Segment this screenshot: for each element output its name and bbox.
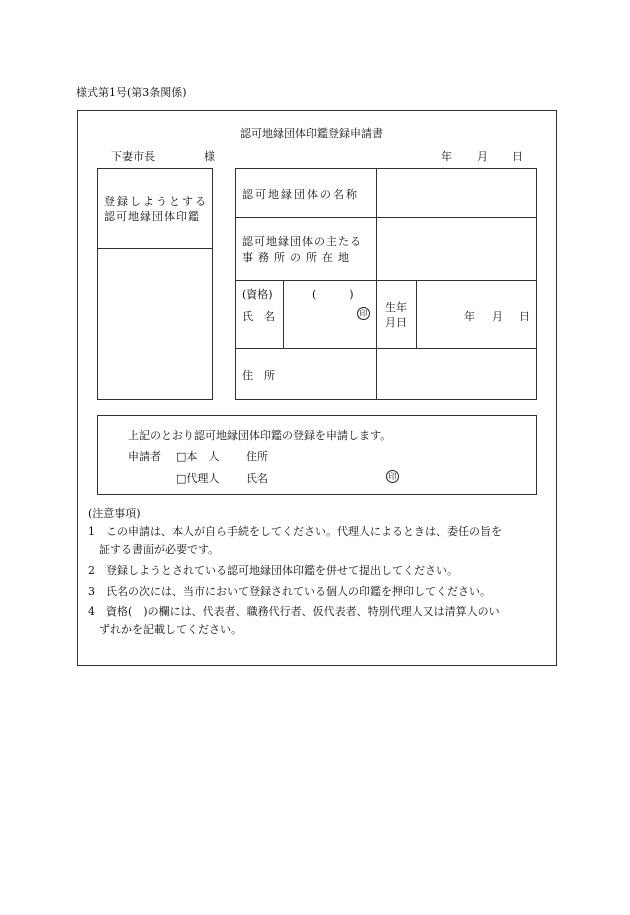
note-line: 1 この申請は、本人が自ら手続をしてください。代理人によるときは、委任の旨を xyxy=(88,525,502,538)
row-divider-1 xyxy=(235,217,537,218)
form-title: 認可地縁団体印鑑登録申請書 xyxy=(240,127,383,140)
birth-month: 月 xyxy=(492,310,503,323)
row-divider-3 xyxy=(235,348,537,349)
note-line: ずれかを記載してください。 xyxy=(88,623,242,636)
address-label: 住 所 xyxy=(242,369,275,382)
self-option-checkbox[interactable]: □本 人 xyxy=(176,450,220,463)
addressee: 下妻市長 xyxy=(111,150,155,163)
office-label-1: 認可地縁団体の主たる xyxy=(242,235,362,248)
seal-box-label-2: 認可地縁団体印鑑 xyxy=(104,210,200,223)
qualification-paren: ( ) xyxy=(312,288,354,301)
honorific: 様 xyxy=(204,150,215,163)
applicant-label: 申請者 xyxy=(128,450,161,463)
seal-mark-icon: 印 xyxy=(357,307,370,320)
seal-box-label-1: 登録しようとする xyxy=(104,195,208,208)
representative-name-field[interactable] xyxy=(286,296,356,336)
seal-box-divider xyxy=(97,248,213,249)
notes-heading: (注意事項) xyxy=(88,507,141,520)
applicant-name-label: 氏名 xyxy=(246,472,268,485)
applicant-address-label: 住所 xyxy=(246,450,268,463)
office-label-2: 事務所の所在地 xyxy=(242,251,354,264)
seal-impression-area[interactable] xyxy=(99,250,211,398)
application-statement: 上記のとおり認可地縁団体印鑑の登録を申請します。 xyxy=(128,429,392,442)
birth-day: 日 xyxy=(519,310,530,323)
date-year: 年 xyxy=(441,150,452,163)
birth-label-1: 生年 xyxy=(385,301,407,314)
name-label: 氏 名 xyxy=(242,310,275,323)
birth-label-2: 月日 xyxy=(385,316,407,329)
note-line: 2 登録しようとされている認可地縁団体印鑑を併せて提出してください。 xyxy=(88,564,458,577)
date-day: 日 xyxy=(512,150,523,163)
qualification-label: (資格) xyxy=(242,288,273,301)
note-line: 証する書面が必要です。 xyxy=(88,543,220,556)
birth-col-divider xyxy=(416,280,417,348)
form-number: 様式第1号(第3条関係) xyxy=(76,86,187,99)
org-name-label: 認可地縁団体の名称 xyxy=(242,188,359,201)
birth-year: 年 xyxy=(464,310,475,323)
note-line: 3 氏名の次には、当市において登録されている個人の印鑑を押印してください。 xyxy=(88,585,491,598)
note-line: 4 資格( )の欄には、代表者、職務代行者、仮代表者、特別代理人又は清算人のい xyxy=(88,605,500,618)
date-month: 月 xyxy=(477,150,488,163)
office-address-field[interactable] xyxy=(378,219,535,279)
info-table-col-divider xyxy=(376,168,377,400)
qualification-col-divider xyxy=(283,280,284,348)
applicant-seal-icon: 印 xyxy=(386,470,399,483)
address-field[interactable] xyxy=(378,350,535,398)
org-name-field[interactable] xyxy=(378,170,535,216)
agent-option-checkbox[interactable]: □代理人 xyxy=(176,472,220,485)
row-divider-2 xyxy=(235,280,537,281)
